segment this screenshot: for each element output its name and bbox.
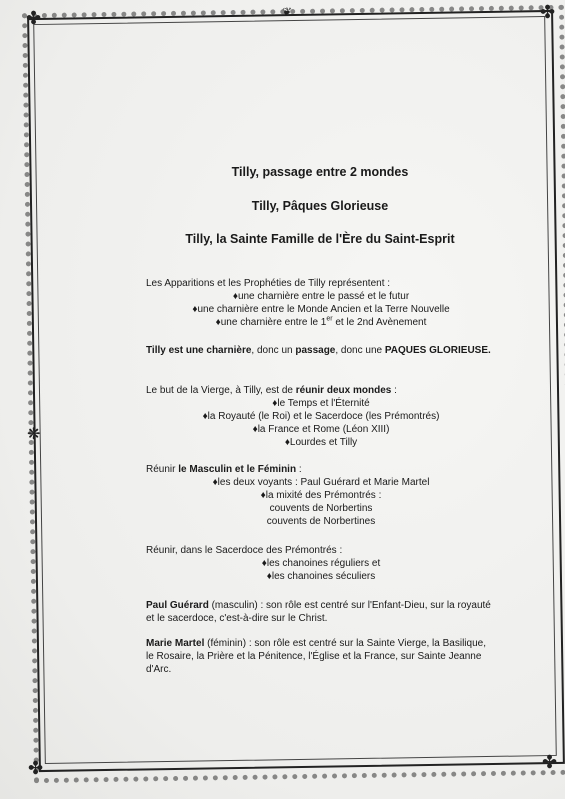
bullet-item: ♦ la Royauté (le Roi) et le Sacerdoce (les Prémontrés) xyxy=(146,410,496,423)
paragraph-intro: Réunir, dans le Sacerdoce des Prémontrés : xyxy=(146,545,343,556)
bullet-item: ♦ les deux voyants : Paul Guérard et Marie Martel xyxy=(146,476,496,489)
corner-ornament-icon: ✤ xyxy=(540,2,556,22)
paragraph-passage: Tilly est une charnière, donc un passage, donc une PAQUES GLORIEUSE. xyxy=(146,345,491,356)
bullet-item: ♦ la mixité des Prémontrés : xyxy=(146,489,496,502)
corner-ornament-icon: ✤ xyxy=(542,752,558,772)
paragraph-sacerdoce xyxy=(146,544,496,583)
bullet-item: ♦ une charnière entre le passé et le futur xyxy=(146,290,496,303)
title-1: Tilly, passage entre 2 mondes xyxy=(231,165,409,179)
paragraph-deux-mondes: Le but de la Vierge, à Tilly, est de réunir deux mondes : ♦ le Temps et l'Éternité ♦ la Royauté (le Roi) et le Sacerdoce (les Prémontrés) ♦ la France et Rome (Léon XIII) ♦ Lourdes et Tilly xyxy=(146,384,496,449)
bullet-item: ♦ une charnière entre le 1er et le 2nd Avènement xyxy=(146,316,496,329)
paragraph-paul-guerard: Paul Guérard (masculin) : son rôle est centré sur l'Enfant-Dieu, sur la royauté et le sacerdoce, c'est-à-dire sur le Christ. xyxy=(146,600,491,624)
paragraph-masculin-feminin: Réunir le Masculin et le Féminin : ♦ les deux voyants : Paul Guérard et Marie Martel ♦ la mixité des Prémontrés : couvents de Norbertins couvents de Norbertines xyxy=(146,463,496,528)
list-line: couvents de Norbertins xyxy=(269,503,373,514)
corner-ornament-icon: ✤ xyxy=(28,758,44,778)
bullet-item: ♦ une charnière entre le Monde Ancien et la Terre Nouvelle xyxy=(146,303,496,316)
paragraph-charnieres xyxy=(146,277,496,329)
bullet-item: ♦ les chanoines séculiers xyxy=(146,570,496,583)
paragraph-marie-martel: Marie Martel (féminin) : son rôle est centré sur la Sainte Vierge, la Basilique, le Rosaire, la Prière et la Pénitence, l'Église et la France, sur Sainte Jeanne d'Arc. xyxy=(146,638,486,675)
bullet-item: ♦ Lourdes et Tilly xyxy=(146,436,496,449)
bullet-item: ♦ les chanoines réguliers et xyxy=(146,557,496,570)
list-line: couvents de Norbertines xyxy=(266,516,376,527)
paragraph-intro: Les Apparitions et les Prophéties de Tilly représentent : xyxy=(146,278,391,289)
bullet-item: ♦ la France et Rome (Léon XIII) xyxy=(146,423,496,436)
side-ornament-icon: ❋ xyxy=(27,426,41,443)
bullet-item: ♦ le Temps et l'Éternité xyxy=(146,397,496,410)
title-2: Tilly, Pâques Glorieuse xyxy=(251,199,389,213)
corner-ornament-icon: ✤ xyxy=(26,8,42,28)
top-ornament-icon: ❦ xyxy=(282,5,293,19)
title-3: Tilly, la Sainte Famille de l'Ère du Saint-Esprit xyxy=(185,232,455,246)
